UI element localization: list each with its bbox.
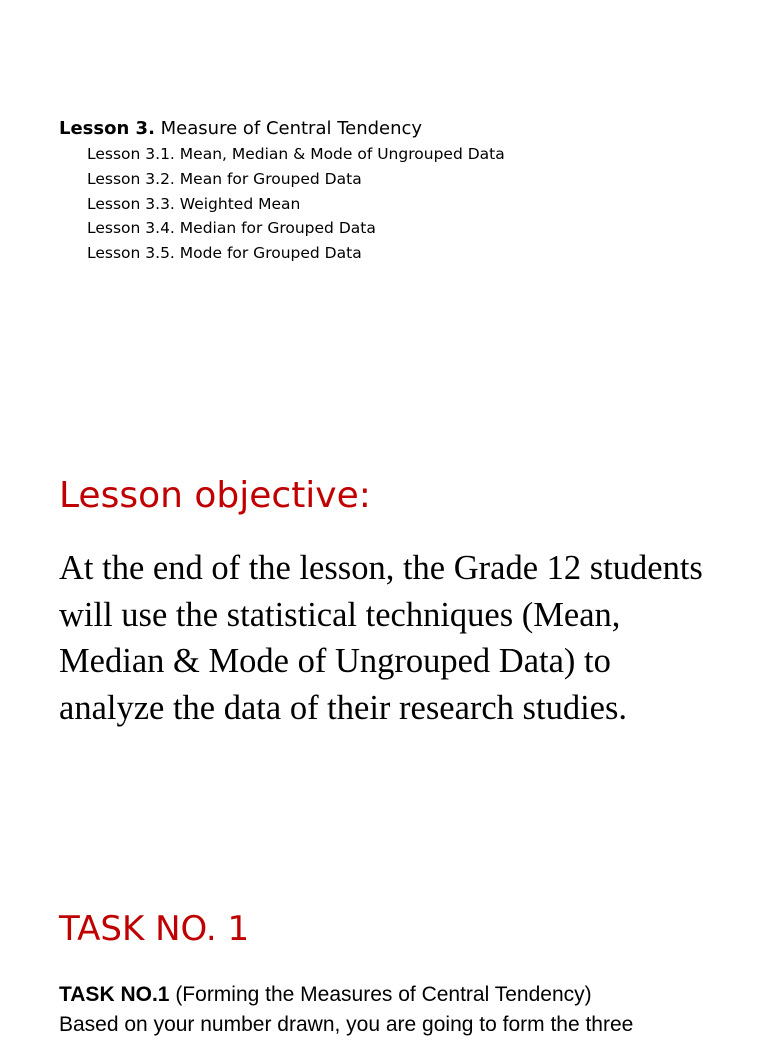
task-heading: TASK NO. 1 xyxy=(59,909,250,949)
task-label: TASK NO.1 xyxy=(59,983,170,1006)
lesson-item: Lesson 3.2. Mean for Grouped Data xyxy=(87,169,362,188)
task-instructions: Based on your number drawn, you are going to form the three xyxy=(59,1013,634,1036)
lesson-heading xyxy=(59,116,505,142)
lesson-item: Lesson 3.3. Weighted Mean xyxy=(87,194,301,213)
objective-heading: Lesson objective: xyxy=(59,475,371,516)
lesson-label: Lesson 3. xyxy=(59,118,155,139)
lesson-item: Lesson 3.5. Mode for Grouped Data xyxy=(87,244,362,263)
lesson-sublist xyxy=(59,142,505,266)
lesson-title: Measure of Central Tendency xyxy=(160,118,423,139)
task-description xyxy=(59,980,749,1040)
task-subtitle: (Forming the Measures of Central Tendency) xyxy=(175,983,592,1006)
lesson-item: Lesson 3.1. Mean, Median & Mode of Ungrouped Data xyxy=(87,145,505,163)
lesson-item: Lesson 3.4. Median for Grouped Data xyxy=(87,219,376,238)
objective-text: At the end of the lesson, the Grade 12 students will use the statistical techniques (Mean, Median & Mode of Ungrouped Data) to analyze the data of their research studies. xyxy=(59,549,703,727)
lesson-outline xyxy=(59,116,505,266)
